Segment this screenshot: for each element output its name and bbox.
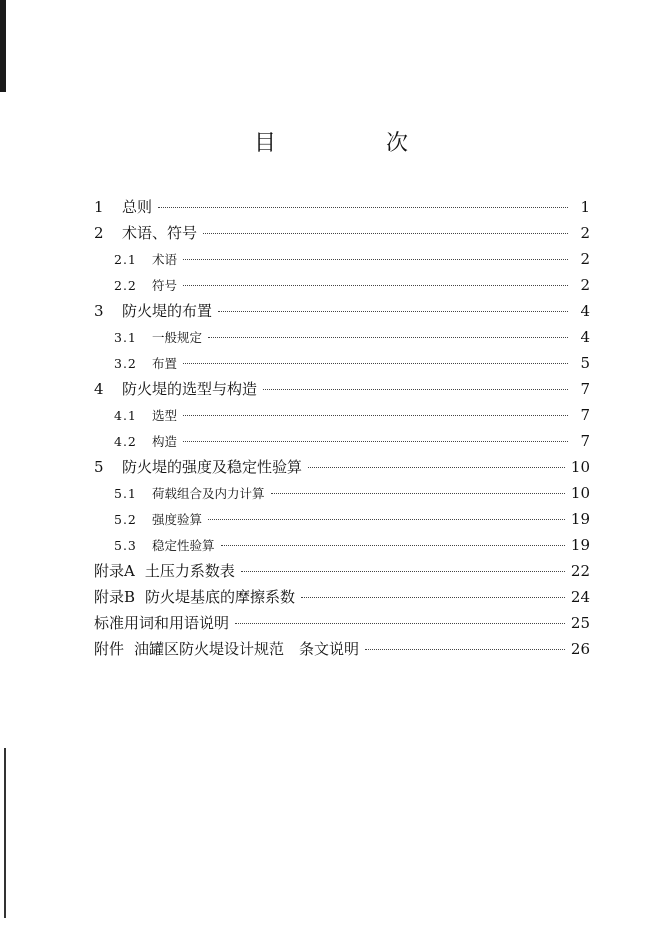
toc-entry[interactable] (94, 610, 590, 636)
toc-entry-page: 5 (580, 354, 590, 372)
toc-entry-page: 22 (570, 562, 590, 580)
toc-entry-number: 4.1 (114, 408, 137, 423)
toc-entry-label: 符号 (152, 278, 178, 293)
toc-entry-label: 一般规定 (152, 330, 203, 345)
toc-entry[interactable] (94, 480, 590, 506)
toc-entry-page: 4 (580, 328, 590, 346)
toc-entry[interactable] (94, 532, 590, 558)
toc-entry-label: 布置 (152, 356, 178, 371)
toc-entry-page: 2 (580, 250, 590, 268)
toc-entry[interactable] (94, 220, 590, 246)
toc-entry-number: 2.1 (114, 252, 137, 267)
dot-leader (183, 415, 568, 416)
toc-entry-number: 5.2 (114, 512, 137, 527)
toc-entry-number: 附录B (94, 588, 136, 606)
toc-entry-label: 防火堤的强度及稳定性验算 (122, 458, 303, 476)
toc-entry-number: 2 (94, 224, 104, 242)
toc-entry-page: 7 (580, 406, 590, 424)
page-title: 目 次 (253, 131, 452, 156)
toc-entry[interactable] (94, 194, 590, 220)
toc-entry[interactable] (94, 246, 590, 272)
toc-entry-number: 4.2 (114, 434, 137, 449)
dot-leader (218, 311, 568, 312)
toc-entry-number: 5 (94, 458, 104, 476)
toc-entry-page: 2 (580, 224, 590, 242)
dot-leader (271, 493, 565, 494)
toc-entry-number: 1 (94, 198, 104, 216)
toc-entry[interactable] (94, 350, 590, 376)
dot-leader (208, 337, 568, 338)
scan-edge-line (4, 748, 6, 918)
toc-entry-number: 3.1 (114, 330, 137, 345)
toc-entry[interactable] (94, 428, 590, 454)
toc-entry-page: 4 (580, 302, 590, 320)
toc-entry-number: 5.3 (114, 538, 137, 553)
dot-leader (183, 363, 568, 364)
toc-entry-label: 构造 (152, 434, 178, 449)
dot-leader (263, 389, 568, 390)
toc-entry-label: 防火堤基底的摩擦系数 (145, 588, 296, 606)
dot-leader (308, 467, 565, 468)
table-of-contents (94, 194, 590, 662)
dot-leader (183, 259, 568, 260)
toc-entry[interactable] (94, 506, 590, 532)
toc-entry[interactable] (94, 636, 590, 662)
toc-entry-label: 术语 (152, 252, 178, 267)
toc-entry[interactable] (94, 376, 590, 402)
toc-entry-number: 2.2 (114, 278, 137, 293)
toc-entry-number: 3.2 (114, 356, 137, 371)
toc-entry-label: 标准用词和用语说明 (94, 614, 230, 632)
dot-leader (301, 597, 565, 598)
toc-entry[interactable] (94, 558, 590, 584)
toc-entry-page: 7 (580, 432, 590, 450)
toc-entry-number: 4 (94, 380, 104, 398)
toc-entry-label: 术语、符号 (122, 224, 198, 242)
toc-entry-page: 10 (570, 484, 590, 502)
dot-leader (241, 571, 565, 572)
toc-entry-label: 荷载组合及内力计算 (152, 486, 265, 501)
scan-edge-mark (0, 0, 6, 92)
dot-leader (158, 207, 568, 208)
toc-entry-label: 防火堤的选型与构造 (122, 380, 258, 398)
toc-entry[interactable] (94, 272, 590, 298)
toc-entry-label: 油罐区防火堤设计规范 条文说明 (134, 640, 360, 658)
toc-entry[interactable] (94, 324, 590, 350)
toc-entry-page: 24 (570, 588, 590, 606)
toc-entry-page: 7 (580, 380, 590, 398)
dot-leader (183, 441, 568, 442)
toc-entry-page: 19 (570, 536, 590, 554)
toc-entry-label: 强度验算 (152, 512, 203, 527)
toc-entry-label: 土压力系数表 (144, 562, 235, 580)
toc-entry-page: 2 (580, 276, 590, 294)
toc-entry[interactable] (94, 584, 590, 610)
toc-entry-label: 防火堤的布置 (122, 302, 213, 320)
toc-entry-label: 总则 (122, 198, 153, 216)
toc-entry[interactable] (94, 298, 590, 324)
toc-entry-label: 选型 (152, 408, 178, 423)
toc-entry-label: 稳定性验算 (152, 538, 215, 553)
toc-entry[interactable] (94, 402, 590, 428)
dot-leader (203, 233, 568, 234)
toc-entry-number: 5.1 (114, 486, 137, 501)
toc-entry-number: 附录A (94, 562, 135, 580)
dot-leader (221, 545, 565, 546)
toc-entry-number: 3 (94, 302, 104, 320)
toc-entry-page: 10 (570, 458, 590, 476)
dot-leader (235, 623, 565, 624)
toc-entry[interactable] (94, 454, 590, 480)
toc-entry-page: 1 (580, 198, 590, 216)
toc-entry-page: 25 (570, 614, 590, 632)
toc-entry-page: 26 (570, 640, 590, 658)
dot-leader (365, 649, 565, 650)
toc-entry-number: 附件 (94, 640, 125, 658)
toc-entry-page: 19 (570, 510, 590, 528)
dot-leader (183, 285, 568, 286)
dot-leader (208, 519, 565, 520)
